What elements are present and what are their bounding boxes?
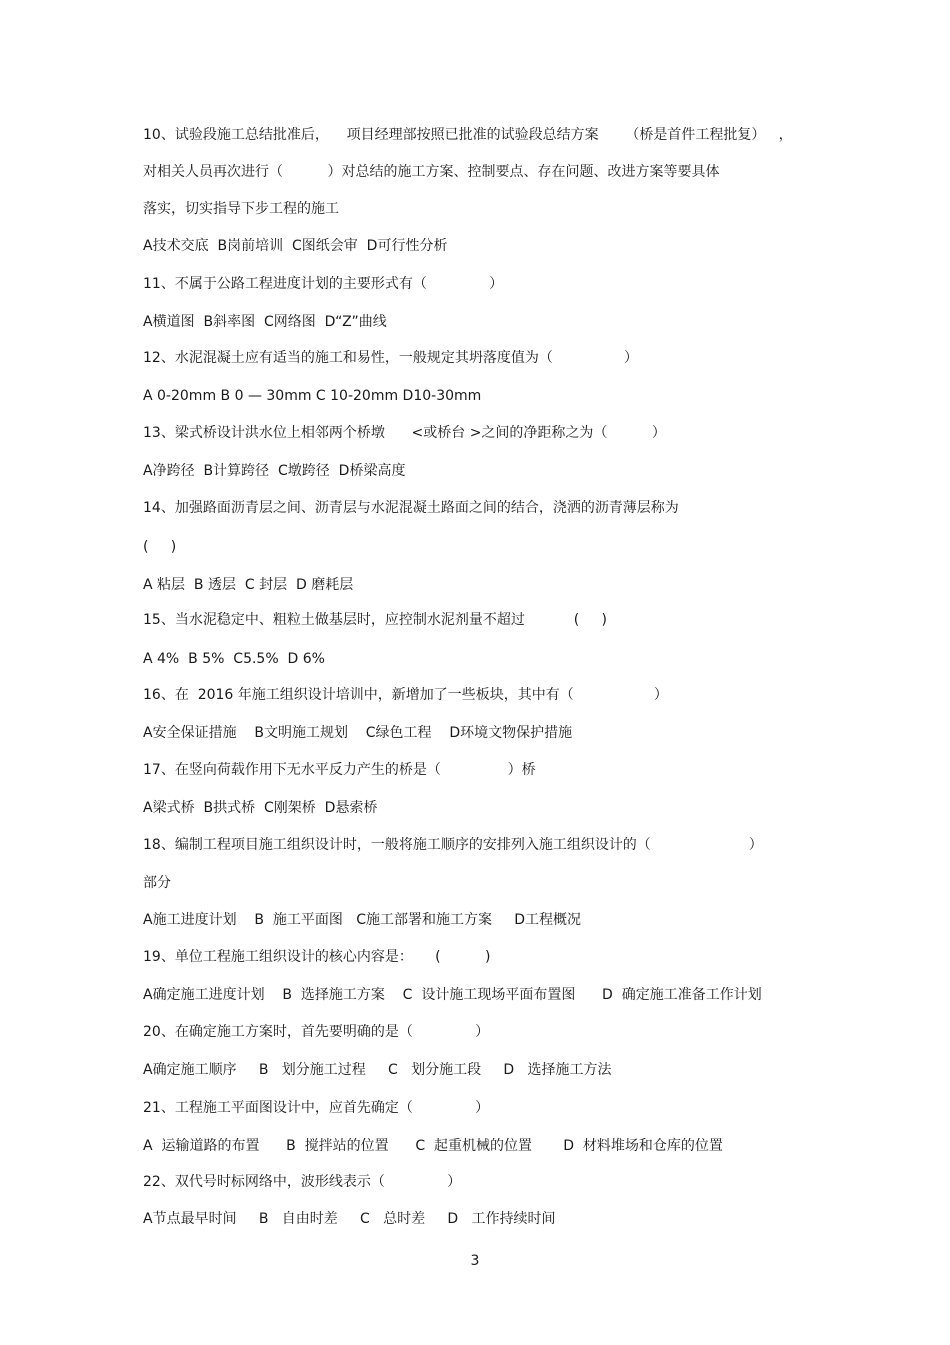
question-22-options: A节点最早时间 B 自由时差 C 总时差 D 工作持续时间 xyxy=(143,1211,556,1227)
question-19-options: A确定施工进度计划 B 选择施工方案 C 设计施工现场平面布置图 D 确定施工准备工作计划 xyxy=(143,987,762,1003)
question-21-text: 21、工程施工平面图设计中，应首先确定（ ） xyxy=(143,1100,490,1116)
question-20-options: A确定施工顺序 B 划分施工过程 C 划分施工段 D 选择施工方法 xyxy=(143,1062,612,1078)
question-15-options: A 4% B 5% C5.5% D 6% xyxy=(143,651,325,667)
question-12-text: 12、水泥混凝土应有适当的施工和易性，一般规定其坍落度值为（ ） xyxy=(143,350,639,366)
question-16-text: 16、在 2016 年施工组织设计培训中，新增加了一些板块，其中有（ ） xyxy=(143,687,668,703)
question-10-options: A技术交底 B岗前培训 C图纸会审 D可行性分析 xyxy=(143,238,448,254)
question-10-line-2: 对相关人员再次进行（ ）对总结的施工方案、控制要点、存在问题、改进方案等要具体 xyxy=(143,164,720,180)
question-14-line-1: 14、加强路面沥青层之间、沥青层与水泥混凝土路面之间的结合，浇洒的沥青薄层称为 xyxy=(143,500,679,516)
question-18-options: A施工进度计划 B 施工平面图 C施工部署和施工方案 D工程概况 xyxy=(143,912,582,928)
question-20-text: 20、在确定施工方案时，首先要明确的是（ ） xyxy=(143,1024,490,1040)
question-13-options: A净跨径 B计算跨径 C墩跨径 D桥梁高度 xyxy=(143,463,406,479)
question-13-text: 13、梁式桥设计洪水位上相邻两个桥墩 <或桥台 >之间的净距称之为（ ） xyxy=(143,425,666,441)
question-15-text: 15、当水泥稳定中、粗粒土做基层时，应控制水泥剂量不超过 ( ) xyxy=(143,612,607,628)
question-21-options: A 运输道路的布置 B 搅拌站的位置 C 起重机械的位置 D 材料堆场和仓库的位置 xyxy=(143,1138,723,1154)
question-10-line-1: 10、试验段施工总结批准后， 项目经理部按照已批准的试验段总结方案 （桥是首件工程批复） ， xyxy=(143,127,793,143)
question-14-line-2: ( ) xyxy=(143,539,177,555)
question-17-text: 17、在竖向荷载作用下无水平反力产生的桥是（ ）桥 xyxy=(143,762,536,778)
question-18-line-1: 18、编制工程项目施工组织设计时，一般将施工顺序的安排列入施工组织设计的（ ） xyxy=(143,837,763,853)
page-number: 3 xyxy=(470,1253,480,1269)
question-11-options: A横道图 B斜率图 C网络图 D“Z”曲线 xyxy=(143,314,387,330)
question-18-line-2: 部分 xyxy=(143,875,171,891)
question-16-options: A安全保证措施 B文明施工规划 C绿色工程 D环境文物保护措施 xyxy=(143,725,573,741)
question-19-text: 19、单位工程施工组织设计的核心内容是： ( ) xyxy=(143,949,491,965)
question-12-options: A 0-20mm B 0 — 30mm C 10-20mm D10-30mm xyxy=(143,388,482,404)
question-11-text: 11、不属于公路工程进度计划的主要形式有（ ） xyxy=(143,276,504,292)
question-17-options: A梁式桥 B拱式桥 C刚架桥 D悬索桥 xyxy=(143,800,378,816)
question-14-options: A 粘层 B 透层 C 封层 D 磨耗层 xyxy=(143,577,354,593)
question-22-text: 22、双代号时标网络中，波形线表示（ ） xyxy=(143,1174,462,1190)
question-10-line-3: 落实，切实指导下步工程的施工 xyxy=(143,201,339,217)
